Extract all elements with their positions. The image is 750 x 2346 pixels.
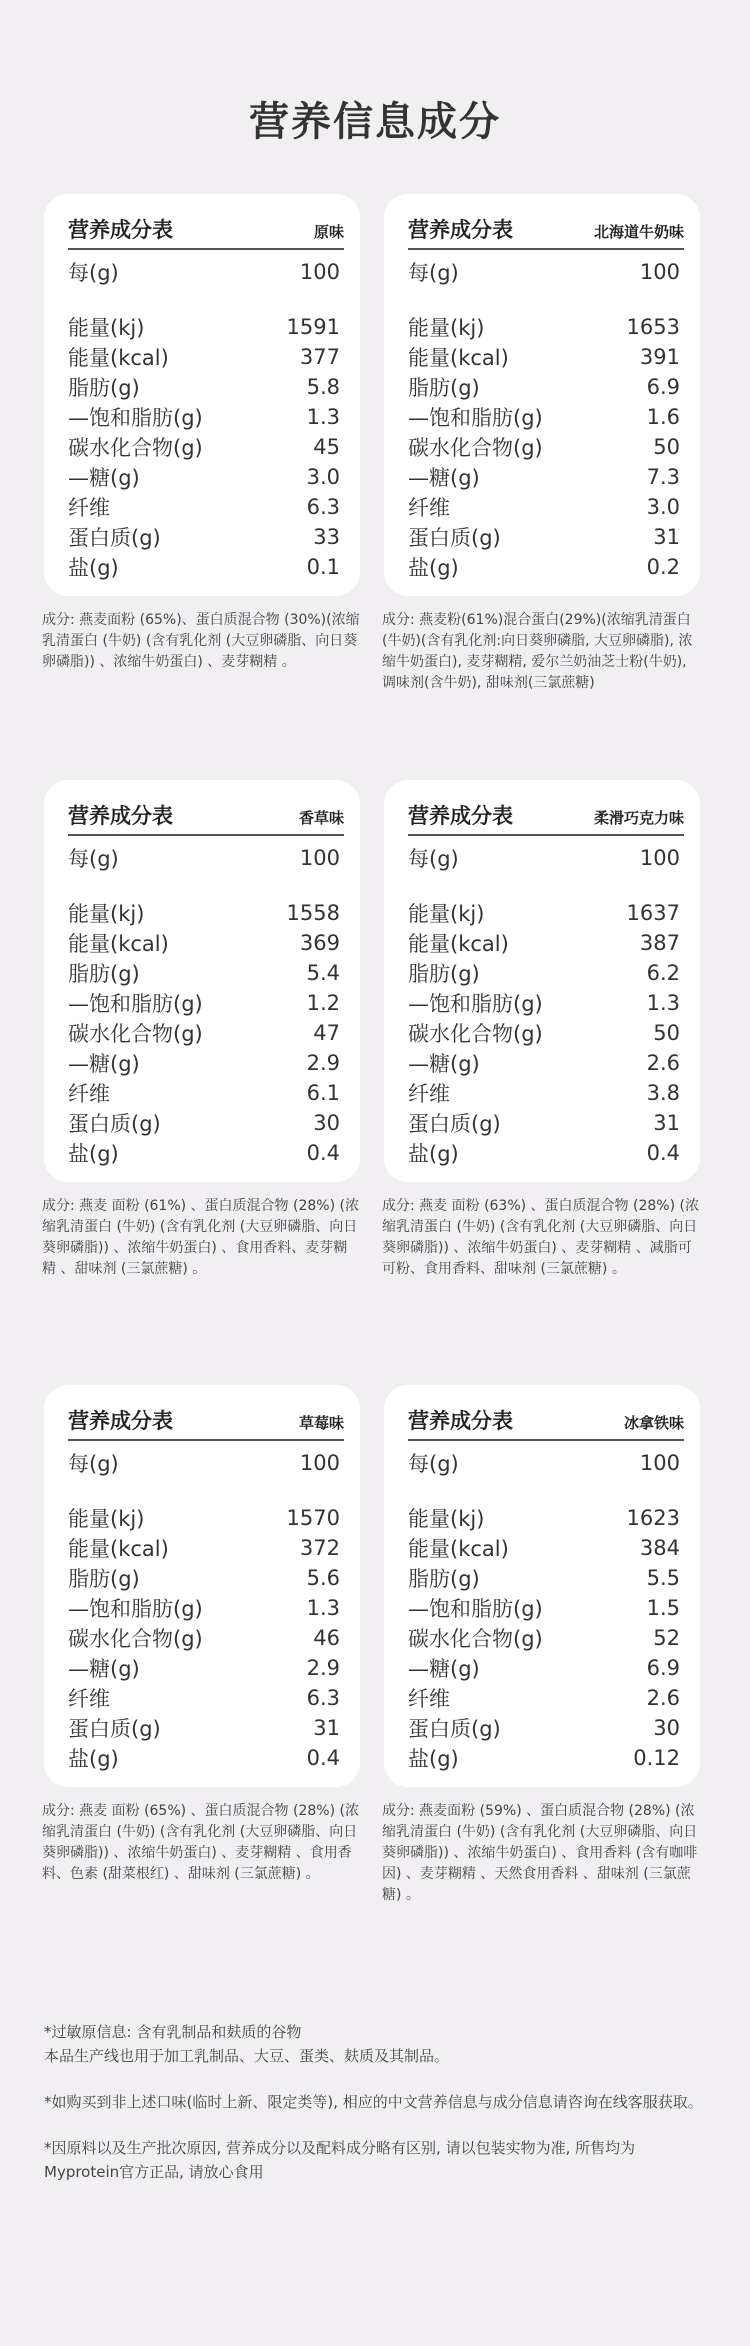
nutrition-row	[68, 840, 344, 876]
nutrient-label: 能量(kcal)	[68, 1537, 169, 1561]
nutrient-value: 1570	[286, 1506, 340, 1530]
nutrient-label: —饱和脂肪(g)	[68, 1597, 203, 1621]
nutrient-value: 6.2	[646, 961, 680, 985]
nutrient-label: 碳水化合物(g)	[408, 436, 543, 460]
nutrition-row	[68, 1593, 344, 1623]
nutrition-row	[408, 462, 684, 492]
nutrition-row	[408, 1713, 684, 1743]
nutrient-label: —饱和脂肪(g)	[408, 406, 543, 430]
row-spacer	[68, 1481, 344, 1503]
nutrient-value: 1.3	[306, 405, 340, 429]
nutrition-row	[68, 522, 344, 552]
table-title: 营养成分表	[68, 804, 173, 828]
nutrient-value: 5.4	[306, 961, 340, 985]
nutrient-label: 每(g)	[408, 847, 459, 871]
nutrition-row	[408, 1743, 684, 1773]
nutrition-row	[408, 492, 684, 522]
card-header	[68, 208, 344, 250]
nutrient-value: 1.6	[646, 405, 680, 429]
nutrient-label: 脂肪(g)	[408, 1567, 480, 1591]
nutrition-row	[408, 1533, 684, 1563]
nutrition-row	[68, 1623, 344, 1653]
nutrient-value: 1558	[286, 901, 340, 925]
nutrition-card	[44, 194, 360, 596]
nutrition-row	[68, 402, 344, 432]
nutrient-value: 100	[299, 260, 340, 284]
nutrition-row	[408, 372, 684, 402]
nutrient-value: 0.12	[633, 1746, 680, 1770]
nutrition-row	[68, 1445, 344, 1481]
nutrient-label: 能量(kcal)	[408, 932, 509, 956]
nutrient-label: 脂肪(g)	[408, 962, 480, 986]
nutrient-value: 30	[313, 1111, 340, 1135]
nutrient-value: 0.2	[646, 555, 680, 579]
nutrient-label: 纤维	[408, 1687, 450, 1711]
nutrient-value: 47	[313, 1021, 340, 1045]
row-spacer	[408, 1481, 684, 1503]
nutrient-value: 1591	[286, 315, 340, 339]
nutrient-label: —饱和脂肪(g)	[68, 406, 203, 430]
nutrient-label: 脂肪(g)	[68, 376, 140, 400]
nutrient-label: —饱和脂肪(g)	[408, 992, 543, 1016]
nutrition-row	[68, 1713, 344, 1743]
ingredients-text: 成分: 燕麦面粉 (59%) 、蛋白质混合物 (28%) (浓缩乳清蛋白 (牛奶) (含有乳化剂 (大豆卵磷脂、向日葵卵磷脂)) 、浓缩牛奶蛋白) 、食用香料 (含有咖啡因) 、麦芽糊精 、天然食用香料 、甜味剂 (三氯蔗糖) 。	[382, 1803, 698, 1903]
nutrient-label: 能量(kj)	[408, 1507, 485, 1531]
nutrition-card	[44, 780, 360, 1182]
nutrient-value: 100	[299, 846, 340, 870]
nutrition-card	[384, 1385, 700, 1787]
flavor-label: 草莓味	[298, 1414, 344, 1432]
nutrition-row	[408, 1138, 684, 1168]
nutrient-value: 2.6	[646, 1051, 680, 1075]
nutrient-label: 纤维	[68, 1687, 110, 1711]
nutrient-value: 0.4	[646, 1141, 680, 1165]
nutrient-value: 2.9	[306, 1051, 340, 1075]
nutrient-label: 纤维	[408, 496, 450, 520]
table-title: 营养成分表	[408, 1409, 513, 1433]
nutrient-value: 52	[653, 1626, 680, 1650]
nutrient-label: 每(g)	[408, 261, 459, 285]
nutrient-value: 5.5	[646, 1566, 680, 1590]
note-line: *过敏原信息: 含有乳制品和麸质的谷物	[44, 2023, 302, 2041]
nutrient-label: 碳水化合物(g)	[408, 1022, 543, 1046]
notes-section	[44, 2020, 704, 2206]
nutrient-value: 1.5	[646, 1596, 680, 1620]
card-header	[408, 1399, 684, 1441]
note-line: 本品生产线也用于加工乳制品、大豆、蛋类、麸质及其制品。	[44, 2047, 450, 2065]
flavor-label: 柔滑巧克力味	[593, 809, 684, 827]
nutrient-label: 每(g)	[68, 1452, 119, 1476]
note-line: *如购买到非上述口味(临时上新、限定类等), 相应的中文营养信息与成分信息请咨询在线客服获取。	[44, 2093, 703, 2111]
row-spacer	[68, 290, 344, 312]
nutrition-row	[68, 462, 344, 492]
nutrient-value: 6.9	[646, 1656, 680, 1680]
nutrient-value: 100	[639, 1451, 680, 1475]
ingredients-text: 成分: 燕麦面粉 (65%)、蛋白质混合物 (30%)(浓缩乳清蛋白 (牛奶) (含有乳化剂 (大豆卵磷脂、向日葵卵磷脂)) 、浓缩牛奶蛋白) 、麦芽糊精 。	[42, 612, 360, 670]
nutrition-card	[384, 780, 700, 1182]
nutrition-row	[408, 898, 684, 928]
nutrient-value: 1.2	[306, 991, 340, 1015]
nutrient-label: 蛋白质(g)	[408, 1112, 501, 1136]
nutrient-value: 1.3	[646, 991, 680, 1015]
nutrient-value: 46	[313, 1626, 340, 1650]
nutrient-label: 盐(g)	[408, 556, 459, 580]
nutrient-label: 能量(kcal)	[68, 932, 169, 956]
nutrient-value: 2.6	[646, 1686, 680, 1710]
nutrition-row	[408, 928, 684, 958]
nutrient-label: 蛋白质(g)	[408, 526, 501, 550]
nutrient-value: 1653	[626, 315, 680, 339]
nutrient-label: 能量(kj)	[408, 316, 485, 340]
nutrition-row	[68, 958, 344, 988]
nutrient-label: —糖(g)	[408, 1657, 480, 1681]
nutrition-row	[68, 312, 344, 342]
nutrient-label: 纤维	[68, 496, 110, 520]
nutrition-row	[408, 552, 684, 582]
nutrient-value: 3.0	[306, 465, 340, 489]
nutrition-row	[408, 1593, 684, 1623]
nutrition-row	[408, 1653, 684, 1683]
nutrition-row	[408, 958, 684, 988]
nutrition-row	[68, 1048, 344, 1078]
nutrition-row	[68, 552, 344, 582]
nutrient-label: 脂肪(g)	[408, 376, 480, 400]
nutrient-label: 碳水化合物(g)	[68, 436, 203, 460]
nutrient-label: 纤维	[68, 1082, 110, 1106]
card-header	[408, 794, 684, 836]
card-header	[68, 1399, 344, 1441]
nutrient-value: 6.3	[306, 495, 340, 519]
nutrition-row	[408, 402, 684, 432]
note-line: *因原料以及生产批次原因, 营养成分以及配料成分略有区别, 请以包装实物为准, 所售均为Myprotein官方正品, 请放心食用	[44, 2139, 636, 2181]
flavor-label: 原味	[313, 223, 344, 241]
nutrition-row	[408, 342, 684, 372]
nutrient-value: 384	[639, 1536, 680, 1560]
nutrient-label: 能量(kj)	[408, 902, 485, 926]
nutrient-value: 33	[313, 525, 340, 549]
note-block	[44, 2090, 704, 2114]
nutrient-value: 2.9	[306, 1656, 340, 1680]
nutrition-row	[408, 254, 684, 290]
nutrition-row	[408, 988, 684, 1018]
nutrient-value: 1637	[626, 901, 680, 925]
nutrient-label: 盐(g)	[68, 1747, 119, 1771]
nutrition-row	[68, 1078, 344, 1108]
flavor-label: 香草味	[298, 809, 344, 827]
nutrient-label: 能量(kcal)	[408, 346, 509, 370]
nutrient-label: 每(g)	[68, 261, 119, 285]
nutrient-label: 能量(kj)	[68, 902, 145, 926]
nutrition-row	[68, 1563, 344, 1593]
nutrient-value: 6.1	[306, 1081, 340, 1105]
row-spacer	[408, 290, 684, 312]
nutrient-label: 盐(g)	[408, 1747, 459, 1771]
nutrient-value: 372	[299, 1536, 340, 1560]
nutrient-label: —糖(g)	[408, 1052, 480, 1076]
nutrient-value: 6.3	[306, 1686, 340, 1710]
ingredients-text: 成分: 燕麦粉(61%)混合蛋白(29%)(浓缩乳清蛋白(牛奶)(含有乳化剂:向日葵卵磷脂, 大豆卵磷脂), 浓缩牛奶蛋白), 麦芽糊精, 爱尔兰奶油芝士粉(牛奶), 调味剂(含牛奶), 甜味剂(三氯蔗糖)	[382, 612, 693, 691]
nutrient-value: 391	[639, 345, 680, 369]
nutrition-row	[68, 342, 344, 372]
nutrition-row	[68, 988, 344, 1018]
nutrition-row	[408, 1683, 684, 1713]
nutrient-value: 1.3	[306, 1596, 340, 1620]
nutrient-label: 蛋白质(g)	[68, 1112, 161, 1136]
nutrient-value: 100	[299, 1451, 340, 1475]
nutrient-value: 0.4	[306, 1746, 340, 1770]
nutrient-label: 盐(g)	[68, 1142, 119, 1166]
nutrient-value: 0.1	[306, 555, 340, 579]
table-title: 营养成分表	[68, 1409, 173, 1433]
card-header	[408, 208, 684, 250]
nutrition-card	[384, 194, 700, 596]
card-header	[68, 794, 344, 836]
nutrient-label: —饱和脂肪(g)	[408, 1597, 543, 1621]
ingredients-text: 成分: 燕麦 面粉 (61%) 、蛋白质混合物 (28%) (浓缩乳清蛋白 (牛奶) (含有乳化剂 (大豆卵磷脂、向日葵卵磷脂)) 、浓缩牛奶蛋白) 、食用香料、麦芽糊精 、甜味剂 (三氯蔗糖) 。	[42, 1198, 359, 1277]
nutrition-row	[408, 1563, 684, 1593]
ingredients-text: 成分: 燕麦 面粉 (65%) 、蛋白质混合物 (28%) (浓缩乳清蛋白 (牛奶) (含有乳化剂 (大豆卵磷脂、向日葵卵磷脂)) 、浓缩牛奶蛋白) 、麦芽糊精 、食用香料、色素 (甜菜根红) 、甜味剂 (三氯蔗糖) 。	[42, 1803, 359, 1882]
nutrition-row	[408, 1503, 684, 1533]
nutrient-label: 碳水化合物(g)	[68, 1627, 203, 1651]
nutrition-row	[408, 1445, 684, 1481]
nutrition-row	[408, 840, 684, 876]
table-title: 营养成分表	[68, 218, 173, 242]
table-title: 营养成分表	[408, 804, 513, 828]
nutrient-value: 377	[299, 345, 340, 369]
nutrient-value: 369	[299, 931, 340, 955]
nutrient-value: 0.4	[306, 1141, 340, 1165]
nutrition-row	[68, 1743, 344, 1773]
nutrient-label: —饱和脂肪(g)	[68, 992, 203, 1016]
nutrient-label: 能量(kcal)	[408, 1537, 509, 1561]
nutrient-value: 1623	[626, 1506, 680, 1530]
nutrient-label: —糖(g)	[68, 1657, 140, 1681]
nutrient-label: 脂肪(g)	[68, 1567, 140, 1591]
nutrient-label: 盐(g)	[408, 1142, 459, 1166]
nutrition-row	[68, 1533, 344, 1563]
nutrition-row	[68, 492, 344, 522]
nutrition-card	[44, 1385, 360, 1787]
nutrition-row	[68, 1503, 344, 1533]
nutrient-label: 能量(kj)	[68, 1507, 145, 1531]
nutrient-label: 每(g)	[68, 847, 119, 871]
nutrient-value: 31	[313, 1716, 340, 1740]
nutrition-row	[408, 522, 684, 552]
nutrient-label: 碳水化合物(g)	[408, 1627, 543, 1651]
nutrition-row	[408, 1078, 684, 1108]
nutrient-label: 盐(g)	[68, 556, 119, 580]
nutrient-label: 碳水化合物(g)	[68, 1022, 203, 1046]
nutrition-row	[68, 372, 344, 402]
nutrition-row	[68, 1018, 344, 1048]
nutrition-row	[408, 1048, 684, 1078]
nutrition-row	[408, 1108, 684, 1138]
nutrient-label: 蛋白质(g)	[68, 526, 161, 550]
nutrient-value: 7.3	[646, 465, 680, 489]
nutrient-value: 50	[653, 435, 680, 459]
nutrient-value: 30	[653, 1716, 680, 1740]
nutrition-row	[68, 898, 344, 928]
nutrient-value: 45	[313, 435, 340, 459]
nutrient-label: —糖(g)	[68, 1052, 140, 1076]
nutrient-label: 蛋白质(g)	[408, 1717, 501, 1741]
nutrient-value: 5.8	[306, 375, 340, 399]
nutrient-label: 能量(kcal)	[68, 346, 169, 370]
nutrition-row	[68, 1138, 344, 1168]
nutrient-value: 100	[639, 846, 680, 870]
nutrition-row	[408, 432, 684, 462]
row-spacer	[408, 876, 684, 898]
nutrient-label: 纤维	[408, 1082, 450, 1106]
flavor-label: 冰拿铁味	[623, 1414, 684, 1432]
table-title: 营养成分表	[408, 218, 513, 242]
nutrient-label: —糖(g)	[408, 466, 480, 490]
flavor-label: 北海道牛奶味	[593, 223, 684, 241]
nutrient-value: 3.8	[646, 1081, 680, 1105]
nutrition-row	[408, 1623, 684, 1653]
nutrient-value: 5.6	[306, 1566, 340, 1590]
nutrient-label: 每(g)	[408, 1452, 459, 1476]
nutrition-row	[68, 254, 344, 290]
nutrient-label: 能量(kj)	[68, 316, 145, 340]
ingredients-text: 成分: 燕麦 面粉 (63%) 、蛋白质混合物 (28%) (浓缩乳清蛋白 (牛奶) (含有乳化剂 (大豆卵磷脂、向日葵卵磷脂)) 、浓缩牛奶蛋白) 、麦芽糊精 、减脂可可粉、食用香料、甜味剂 (三氯蔗糖) 。	[382, 1198, 699, 1277]
nutrition-row	[408, 312, 684, 342]
nutrient-value: 387	[639, 931, 680, 955]
nutrient-label: 蛋白质(g)	[68, 1717, 161, 1741]
nutrition-row	[408, 1018, 684, 1048]
note-block	[44, 2020, 704, 2068]
nutrient-value: 31	[653, 525, 680, 549]
page-title: 营养信息成分	[249, 99, 501, 145]
nutrient-value: 100	[639, 260, 680, 284]
nutrient-value: 6.9	[646, 375, 680, 399]
nutrition-row	[68, 1108, 344, 1138]
nutrient-label: 脂肪(g)	[68, 962, 140, 986]
nutrient-label: —糖(g)	[68, 466, 140, 490]
nutrient-value: 50	[653, 1021, 680, 1045]
nutrient-value: 3.0	[646, 495, 680, 519]
nutrition-row	[68, 432, 344, 462]
nutrition-row	[68, 1653, 344, 1683]
nutrition-row	[68, 928, 344, 958]
row-spacer	[68, 876, 344, 898]
nutrition-row	[68, 1683, 344, 1713]
nutrient-value: 31	[653, 1111, 680, 1135]
note-block	[44, 2136, 704, 2184]
